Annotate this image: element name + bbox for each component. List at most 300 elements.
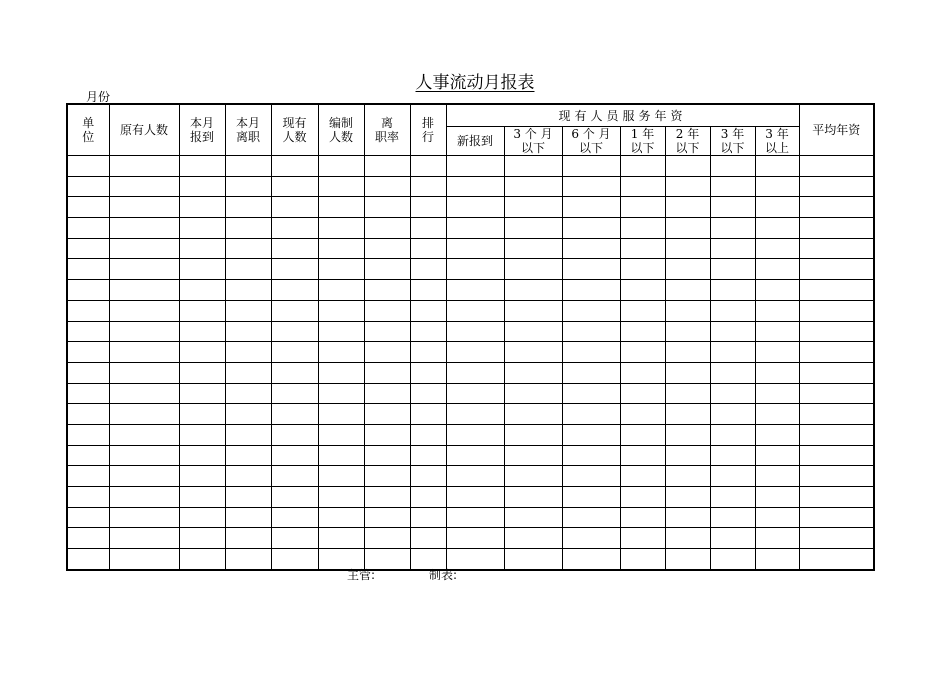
- table-cell[interactable]: [271, 424, 318, 445]
- table-cell[interactable]: [225, 176, 271, 197]
- table-cell[interactable]: [504, 321, 562, 342]
- table-cell[interactable]: [109, 404, 179, 425]
- table-cell[interactable]: [67, 424, 109, 445]
- table-cell[interactable]: [710, 487, 755, 508]
- table-cell[interactable]: [446, 487, 504, 508]
- table-cell[interactable]: [504, 404, 562, 425]
- table-cell[interactable]: [755, 549, 799, 570]
- table-cell[interactable]: [665, 404, 710, 425]
- table-cell[interactable]: [410, 383, 446, 404]
- table-cell[interactable]: [225, 466, 271, 487]
- table-cell[interactable]: [318, 362, 364, 383]
- table-cell[interactable]: [179, 156, 225, 177]
- table-cell[interactable]: [67, 528, 109, 549]
- table-cell[interactable]: [271, 300, 318, 321]
- table-cell[interactable]: [364, 507, 410, 528]
- table-cell[interactable]: [109, 342, 179, 363]
- table-cell[interactable]: [504, 487, 562, 508]
- table-cell[interactable]: [225, 321, 271, 342]
- table-cell[interactable]: [755, 280, 799, 301]
- table-cell[interactable]: [504, 424, 562, 445]
- table-cell[interactable]: [364, 528, 410, 549]
- table-cell[interactable]: [620, 259, 665, 280]
- table-cell[interactable]: [410, 362, 446, 383]
- table-cell[interactable]: [620, 342, 665, 363]
- table-cell[interactable]: [225, 218, 271, 239]
- table-cell[interactable]: [446, 300, 504, 321]
- table-cell[interactable]: [410, 321, 446, 342]
- table-cell[interactable]: [504, 156, 562, 177]
- table-cell[interactable]: [109, 176, 179, 197]
- table-cell[interactable]: [710, 445, 755, 466]
- table-cell[interactable]: [271, 321, 318, 342]
- table-cell[interactable]: [446, 218, 504, 239]
- table-cell[interactable]: [225, 280, 271, 301]
- table-cell[interactable]: [446, 404, 504, 425]
- table-cell[interactable]: [504, 238, 562, 259]
- table-cell[interactable]: [67, 487, 109, 508]
- table-cell[interactable]: [179, 445, 225, 466]
- table-cell[interactable]: [799, 487, 874, 508]
- table-cell[interactable]: [364, 487, 410, 508]
- table-cell[interactable]: [109, 487, 179, 508]
- table-cell[interactable]: [799, 528, 874, 549]
- table-cell[interactable]: [410, 300, 446, 321]
- table-cell[interactable]: [799, 280, 874, 301]
- table-cell[interactable]: [710, 507, 755, 528]
- table-cell[interactable]: [67, 342, 109, 363]
- table-cell[interactable]: [318, 176, 364, 197]
- table-cell[interactable]: [364, 197, 410, 218]
- table-cell[interactable]: [755, 238, 799, 259]
- table-cell[interactable]: [665, 487, 710, 508]
- table-cell[interactable]: [799, 342, 874, 363]
- table-cell[interactable]: [318, 528, 364, 549]
- table-cell[interactable]: [799, 445, 874, 466]
- table-cell[interactable]: [225, 549, 271, 570]
- table-cell[interactable]: [225, 404, 271, 425]
- table-cell[interactable]: [225, 156, 271, 177]
- table-cell[interactable]: [271, 176, 318, 197]
- table-cell[interactable]: [562, 487, 620, 508]
- table-cell[interactable]: [109, 238, 179, 259]
- table-cell[interactable]: [109, 259, 179, 280]
- table-cell[interactable]: [710, 466, 755, 487]
- table-cell[interactable]: [109, 280, 179, 301]
- table-cell[interactable]: [755, 466, 799, 487]
- table-cell[interactable]: [620, 156, 665, 177]
- table-cell[interactable]: [109, 362, 179, 383]
- table-cell[interactable]: [271, 342, 318, 363]
- table-cell[interactable]: [318, 342, 364, 363]
- table-cell[interactable]: [446, 342, 504, 363]
- table-cell[interactable]: [620, 549, 665, 570]
- table-cell[interactable]: [410, 197, 446, 218]
- table-cell[interactable]: [504, 342, 562, 363]
- table-cell[interactable]: [799, 238, 874, 259]
- table-cell[interactable]: [364, 466, 410, 487]
- table-cell[interactable]: [318, 466, 364, 487]
- table-cell[interactable]: [318, 507, 364, 528]
- table-cell[interactable]: [562, 507, 620, 528]
- table-cell[interactable]: [710, 280, 755, 301]
- table-cell[interactable]: [665, 466, 710, 487]
- table-cell[interactable]: [620, 218, 665, 239]
- table-cell[interactable]: [318, 300, 364, 321]
- table-cell[interactable]: [364, 300, 410, 321]
- table-cell[interactable]: [225, 424, 271, 445]
- table-cell[interactable]: [562, 383, 620, 404]
- table-cell[interactable]: [446, 156, 504, 177]
- table-cell[interactable]: [665, 280, 710, 301]
- table-cell[interactable]: [225, 445, 271, 466]
- table-cell[interactable]: [710, 362, 755, 383]
- table-cell[interactable]: [410, 404, 446, 425]
- table-cell[interactable]: [67, 280, 109, 301]
- table-cell[interactable]: [67, 300, 109, 321]
- table-cell[interactable]: [665, 507, 710, 528]
- table-cell[interactable]: [710, 176, 755, 197]
- table-cell[interactable]: [67, 259, 109, 280]
- table-cell[interactable]: [318, 238, 364, 259]
- table-cell[interactable]: [799, 300, 874, 321]
- table-cell[interactable]: [67, 218, 109, 239]
- table-cell[interactable]: [755, 404, 799, 425]
- table-cell[interactable]: [318, 383, 364, 404]
- table-cell[interactable]: [446, 197, 504, 218]
- table-cell[interactable]: [410, 424, 446, 445]
- table-cell[interactable]: [410, 487, 446, 508]
- table-cell[interactable]: [179, 321, 225, 342]
- table-cell[interactable]: [67, 321, 109, 342]
- table-cell[interactable]: [179, 424, 225, 445]
- table-cell[interactable]: [271, 507, 318, 528]
- table-cell[interactable]: [665, 156, 710, 177]
- table-cell[interactable]: [318, 445, 364, 466]
- table-cell[interactable]: [410, 466, 446, 487]
- table-cell[interactable]: [179, 238, 225, 259]
- table-cell[interactable]: [504, 528, 562, 549]
- table-cell[interactable]: [318, 197, 364, 218]
- table-cell[interactable]: [364, 424, 410, 445]
- table-cell[interactable]: [710, 321, 755, 342]
- table-cell[interactable]: [271, 445, 318, 466]
- table-cell[interactable]: [755, 218, 799, 239]
- table-cell[interactable]: [799, 197, 874, 218]
- table-cell[interactable]: [799, 424, 874, 445]
- table-cell[interactable]: [410, 218, 446, 239]
- table-cell[interactable]: [446, 466, 504, 487]
- table-cell[interactable]: [562, 445, 620, 466]
- table-cell[interactable]: [504, 549, 562, 570]
- table-cell[interactable]: [665, 342, 710, 363]
- table-cell[interactable]: [665, 362, 710, 383]
- table-cell[interactable]: [271, 362, 318, 383]
- table-cell[interactable]: [364, 280, 410, 301]
- table-cell[interactable]: [799, 383, 874, 404]
- table-cell[interactable]: [755, 507, 799, 528]
- table-cell[interactable]: [562, 300, 620, 321]
- table-cell[interactable]: [665, 197, 710, 218]
- table-cell[interactable]: [755, 424, 799, 445]
- table-cell[interactable]: [755, 528, 799, 549]
- table-cell[interactable]: [109, 156, 179, 177]
- table-cell[interactable]: [364, 342, 410, 363]
- table-cell[interactable]: [562, 528, 620, 549]
- table-cell[interactable]: [562, 176, 620, 197]
- table-cell[interactable]: [665, 300, 710, 321]
- table-cell[interactable]: [562, 156, 620, 177]
- table-cell[interactable]: [179, 259, 225, 280]
- table-cell[interactable]: [620, 362, 665, 383]
- table-cell[interactable]: [271, 238, 318, 259]
- table-cell[interactable]: [665, 259, 710, 280]
- table-cell[interactable]: [318, 424, 364, 445]
- table-cell[interactable]: [710, 404, 755, 425]
- table-cell[interactable]: [67, 362, 109, 383]
- table-cell[interactable]: [179, 218, 225, 239]
- table-cell[interactable]: [271, 383, 318, 404]
- table-cell[interactable]: [179, 176, 225, 197]
- table-cell[interactable]: [799, 507, 874, 528]
- table-cell[interactable]: [620, 424, 665, 445]
- table-cell[interactable]: [446, 507, 504, 528]
- table-cell[interactable]: [410, 176, 446, 197]
- table-cell[interactable]: [271, 218, 318, 239]
- table-cell[interactable]: [67, 156, 109, 177]
- table-cell[interactable]: [755, 300, 799, 321]
- table-cell[interactable]: [755, 445, 799, 466]
- table-cell[interactable]: [755, 197, 799, 218]
- table-cell[interactable]: [318, 280, 364, 301]
- table-cell[interactable]: [665, 549, 710, 570]
- table-cell[interactable]: [620, 445, 665, 466]
- table-cell[interactable]: [318, 321, 364, 342]
- table-cell[interactable]: [446, 445, 504, 466]
- table-cell[interactable]: [67, 445, 109, 466]
- table-cell[interactable]: [755, 176, 799, 197]
- table-cell[interactable]: [504, 176, 562, 197]
- table-cell[interactable]: [179, 362, 225, 383]
- table-cell[interactable]: [410, 238, 446, 259]
- table-cell[interactable]: [620, 487, 665, 508]
- table-cell[interactable]: [562, 362, 620, 383]
- table-cell[interactable]: [179, 507, 225, 528]
- table-cell[interactable]: [109, 197, 179, 218]
- table-cell[interactable]: [225, 197, 271, 218]
- table-cell[interactable]: [710, 549, 755, 570]
- table-cell[interactable]: [446, 259, 504, 280]
- table-cell[interactable]: [620, 404, 665, 425]
- table-cell[interactable]: [620, 238, 665, 259]
- table-cell[interactable]: [179, 404, 225, 425]
- table-cell[interactable]: [446, 424, 504, 445]
- table-cell[interactable]: [271, 466, 318, 487]
- table-cell[interactable]: [225, 528, 271, 549]
- table-cell[interactable]: [620, 321, 665, 342]
- table-cell[interactable]: [225, 362, 271, 383]
- table-cell[interactable]: [410, 445, 446, 466]
- table-cell[interactable]: [364, 238, 410, 259]
- table-cell[interactable]: [504, 466, 562, 487]
- table-cell[interactable]: [620, 528, 665, 549]
- table-cell[interactable]: [271, 549, 318, 570]
- table-cell[interactable]: [620, 383, 665, 404]
- table-cell[interactable]: [799, 218, 874, 239]
- table-cell[interactable]: [446, 362, 504, 383]
- table-cell[interactable]: [620, 280, 665, 301]
- table-cell[interactable]: [562, 321, 620, 342]
- table-cell[interactable]: [665, 424, 710, 445]
- table-cell[interactable]: [364, 445, 410, 466]
- table-cell[interactable]: [504, 383, 562, 404]
- table-cell[interactable]: [364, 383, 410, 404]
- table-cell[interactable]: [562, 280, 620, 301]
- table-cell[interactable]: [562, 424, 620, 445]
- table-cell[interactable]: [109, 445, 179, 466]
- table-cell[interactable]: [620, 176, 665, 197]
- table-cell[interactable]: [665, 176, 710, 197]
- table-cell[interactable]: [665, 218, 710, 239]
- table-cell[interactable]: [504, 259, 562, 280]
- table-cell[interactable]: [710, 197, 755, 218]
- table-cell[interactable]: [562, 466, 620, 487]
- table-cell[interactable]: [665, 383, 710, 404]
- table-cell[interactable]: [225, 300, 271, 321]
- table-cell[interactable]: [799, 321, 874, 342]
- table-cell[interactable]: [620, 466, 665, 487]
- table-cell[interactable]: [710, 259, 755, 280]
- table-cell[interactable]: [225, 342, 271, 363]
- table-cell[interactable]: [67, 176, 109, 197]
- table-cell[interactable]: [410, 342, 446, 363]
- table-cell[interactable]: [755, 259, 799, 280]
- table-cell[interactable]: [109, 218, 179, 239]
- table-cell[interactable]: [318, 404, 364, 425]
- table-cell[interactable]: [665, 238, 710, 259]
- table-cell[interactable]: [446, 383, 504, 404]
- table-cell[interactable]: [710, 383, 755, 404]
- table-cell[interactable]: [755, 156, 799, 177]
- table-cell[interactable]: [109, 507, 179, 528]
- table-cell[interactable]: [179, 342, 225, 363]
- table-cell[interactable]: [67, 404, 109, 425]
- table-cell[interactable]: [562, 259, 620, 280]
- table-cell[interactable]: [109, 300, 179, 321]
- table-cell[interactable]: [410, 507, 446, 528]
- table-cell[interactable]: [710, 218, 755, 239]
- table-cell[interactable]: [271, 404, 318, 425]
- table-cell[interactable]: [410, 259, 446, 280]
- table-cell[interactable]: [665, 528, 710, 549]
- table-cell[interactable]: [364, 404, 410, 425]
- table-cell[interactable]: [446, 176, 504, 197]
- table-cell[interactable]: [364, 176, 410, 197]
- table-cell[interactable]: [504, 362, 562, 383]
- table-cell[interactable]: [179, 280, 225, 301]
- table-cell[interactable]: [318, 259, 364, 280]
- table-cell[interactable]: [179, 383, 225, 404]
- table-cell[interactable]: [271, 197, 318, 218]
- table-cell[interactable]: [504, 280, 562, 301]
- table-cell[interactable]: [620, 300, 665, 321]
- table-cell[interactable]: [446, 528, 504, 549]
- table-cell[interactable]: [225, 383, 271, 404]
- table-cell[interactable]: [799, 259, 874, 280]
- table-cell[interactable]: [410, 528, 446, 549]
- table-cell[interactable]: [446, 238, 504, 259]
- table-cell[interactable]: [109, 321, 179, 342]
- table-cell[interactable]: [67, 197, 109, 218]
- table-cell[interactable]: [67, 238, 109, 259]
- table-cell[interactable]: [755, 487, 799, 508]
- table-cell[interactable]: [562, 218, 620, 239]
- table-cell[interactable]: [710, 342, 755, 363]
- table-cell[interactable]: [109, 528, 179, 549]
- table-cell[interactable]: [665, 321, 710, 342]
- table-cell[interactable]: [562, 549, 620, 570]
- table-cell[interactable]: [179, 549, 225, 570]
- table-cell[interactable]: [179, 528, 225, 549]
- table-cell[interactable]: [446, 280, 504, 301]
- table-cell[interactable]: [109, 424, 179, 445]
- table-cell[interactable]: [504, 300, 562, 321]
- table-cell[interactable]: [364, 156, 410, 177]
- table-cell[interactable]: [271, 528, 318, 549]
- table-cell[interactable]: [710, 528, 755, 549]
- table-cell[interactable]: [562, 342, 620, 363]
- table-cell[interactable]: [562, 238, 620, 259]
- table-cell[interactable]: [755, 342, 799, 363]
- table-cell[interactable]: [179, 197, 225, 218]
- table-cell[interactable]: [109, 549, 179, 570]
- table-cell[interactable]: [446, 321, 504, 342]
- table-cell[interactable]: [504, 507, 562, 528]
- table-cell[interactable]: [271, 259, 318, 280]
- table-cell[interactable]: [109, 466, 179, 487]
- table-cell[interactable]: [755, 321, 799, 342]
- table-cell[interactable]: [318, 487, 364, 508]
- table-cell[interactable]: [67, 507, 109, 528]
- table-cell[interactable]: [710, 156, 755, 177]
- table-cell[interactable]: [271, 487, 318, 508]
- table-cell[interactable]: [364, 259, 410, 280]
- table-cell[interactable]: [225, 259, 271, 280]
- table-cell[interactable]: [410, 280, 446, 301]
- table-cell[interactable]: [318, 156, 364, 177]
- table-cell[interactable]: [109, 383, 179, 404]
- table-cell[interactable]: [710, 238, 755, 259]
- table-cell[interactable]: [271, 156, 318, 177]
- table-cell[interactable]: [179, 300, 225, 321]
- table-cell[interactable]: [799, 156, 874, 177]
- table-cell[interactable]: [710, 424, 755, 445]
- table-cell[interactable]: [755, 383, 799, 404]
- table-cell[interactable]: [364, 362, 410, 383]
- table-cell[interactable]: [799, 549, 874, 570]
- table-cell[interactable]: [799, 362, 874, 383]
- table-cell[interactable]: [225, 238, 271, 259]
- table-cell[interactable]: [755, 362, 799, 383]
- table-cell[interactable]: [710, 300, 755, 321]
- table-cell[interactable]: [179, 466, 225, 487]
- table-cell[interactable]: [67, 549, 109, 570]
- table-cell[interactable]: [225, 487, 271, 508]
- table-cell[interactable]: [620, 197, 665, 218]
- table-cell[interactable]: [504, 445, 562, 466]
- table-cell[interactable]: [562, 197, 620, 218]
- table-cell[interactable]: [562, 404, 620, 425]
